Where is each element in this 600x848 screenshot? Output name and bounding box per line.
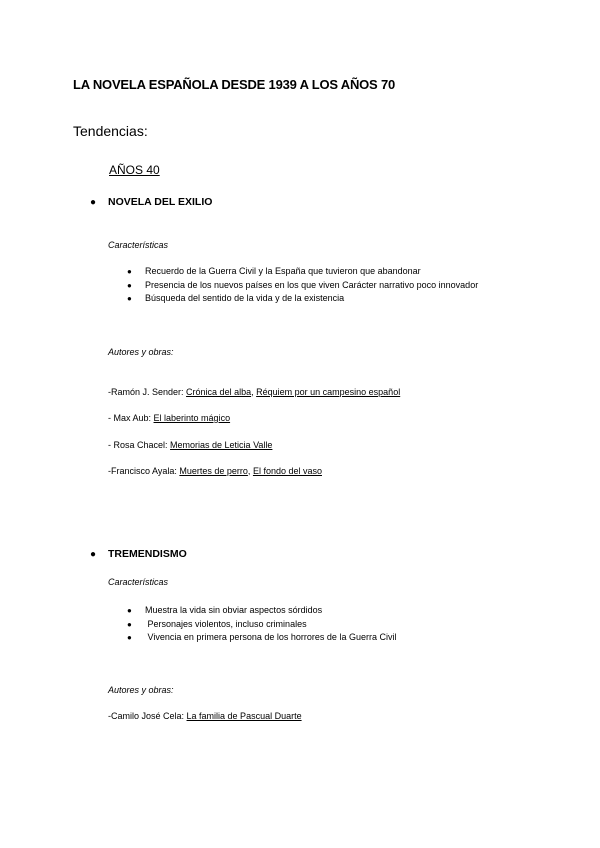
decade-heading: AÑOS 40 [109,163,160,177]
bullet-icon: ● [90,197,97,208]
section-heading-tremendismo [90,548,187,560]
list-item: ● Muestra la vida sin obviar aspectos sórdidos [127,604,396,618]
author-line: -Ramón J. Sender: Crónica del alba, Réquiem por un campesino español [108,387,401,397]
work-link[interactable]: El fondo del vaso [252,466,322,476]
list-item: ● Personajes violentos, incluso criminales [127,618,396,632]
author-line: -Camilo José Cela: La familia de Pascual Duarte [108,711,302,721]
author-line: -Francisco Ayala: Muertes de perro, El fondo del vaso [108,466,322,476]
work-link[interactable]: Muertes de perro [179,466,248,476]
bullet-icon: ● [127,619,132,629]
work-link[interactable]: La familia de Pascual Duarte [186,711,302,721]
characteristics-label: Características [108,240,169,250]
list-item: ● Vivencia en primera persona de los horrores de la Guerra Civil [127,631,396,645]
authors-label: Autores y obras: [108,685,174,695]
characteristics-label: Características [108,577,169,587]
document-title: LA NOVELA ESPAÑOLA DESDE 1939 A LOS AÑOS 70 [73,77,396,92]
author-line: - Max Aub: El laberinto mágico [108,413,231,423]
work-link[interactable]: Crónica del alba [186,387,252,397]
bullet-icon: ● [127,606,132,615]
section-heading-text: NOVELA DEL EXILIO [108,196,213,208]
work-link[interactable]: Memorias de Leticia Valle [170,440,273,450]
bullet-icon: ● [127,294,132,304]
work-link[interactable]: El laberinto mágico [153,413,231,423]
section-heading-text: TREMENDISMO [108,548,187,560]
bullet-icon: ● [90,549,97,560]
list-item: ● Recuerdo de la Guerra Civil y la España que tuvieron que abandonar [127,265,478,279]
bullet-icon: ● [127,280,132,290]
characteristics-list [127,604,396,645]
tendencias-heading: Tendencias: [73,123,148,139]
author-line: - Rosa Chacel: Memorias de Leticia Valle [108,440,273,450]
bullet-icon: ● [127,267,132,276]
section-heading-exilio [90,196,212,208]
authors-label: Autores y obras: [108,347,174,357]
list-item: ● Presencia de los nuevos países en los que viven Carácter narrativo poco innovador [127,279,478,293]
bullet-icon: ● [127,633,132,643]
work-link[interactable]: Réquiem por un campesino español [256,387,401,397]
list-item: ● Búsqueda del sentido de la vida y de la existencia [127,292,478,306]
characteristics-list [127,265,478,306]
